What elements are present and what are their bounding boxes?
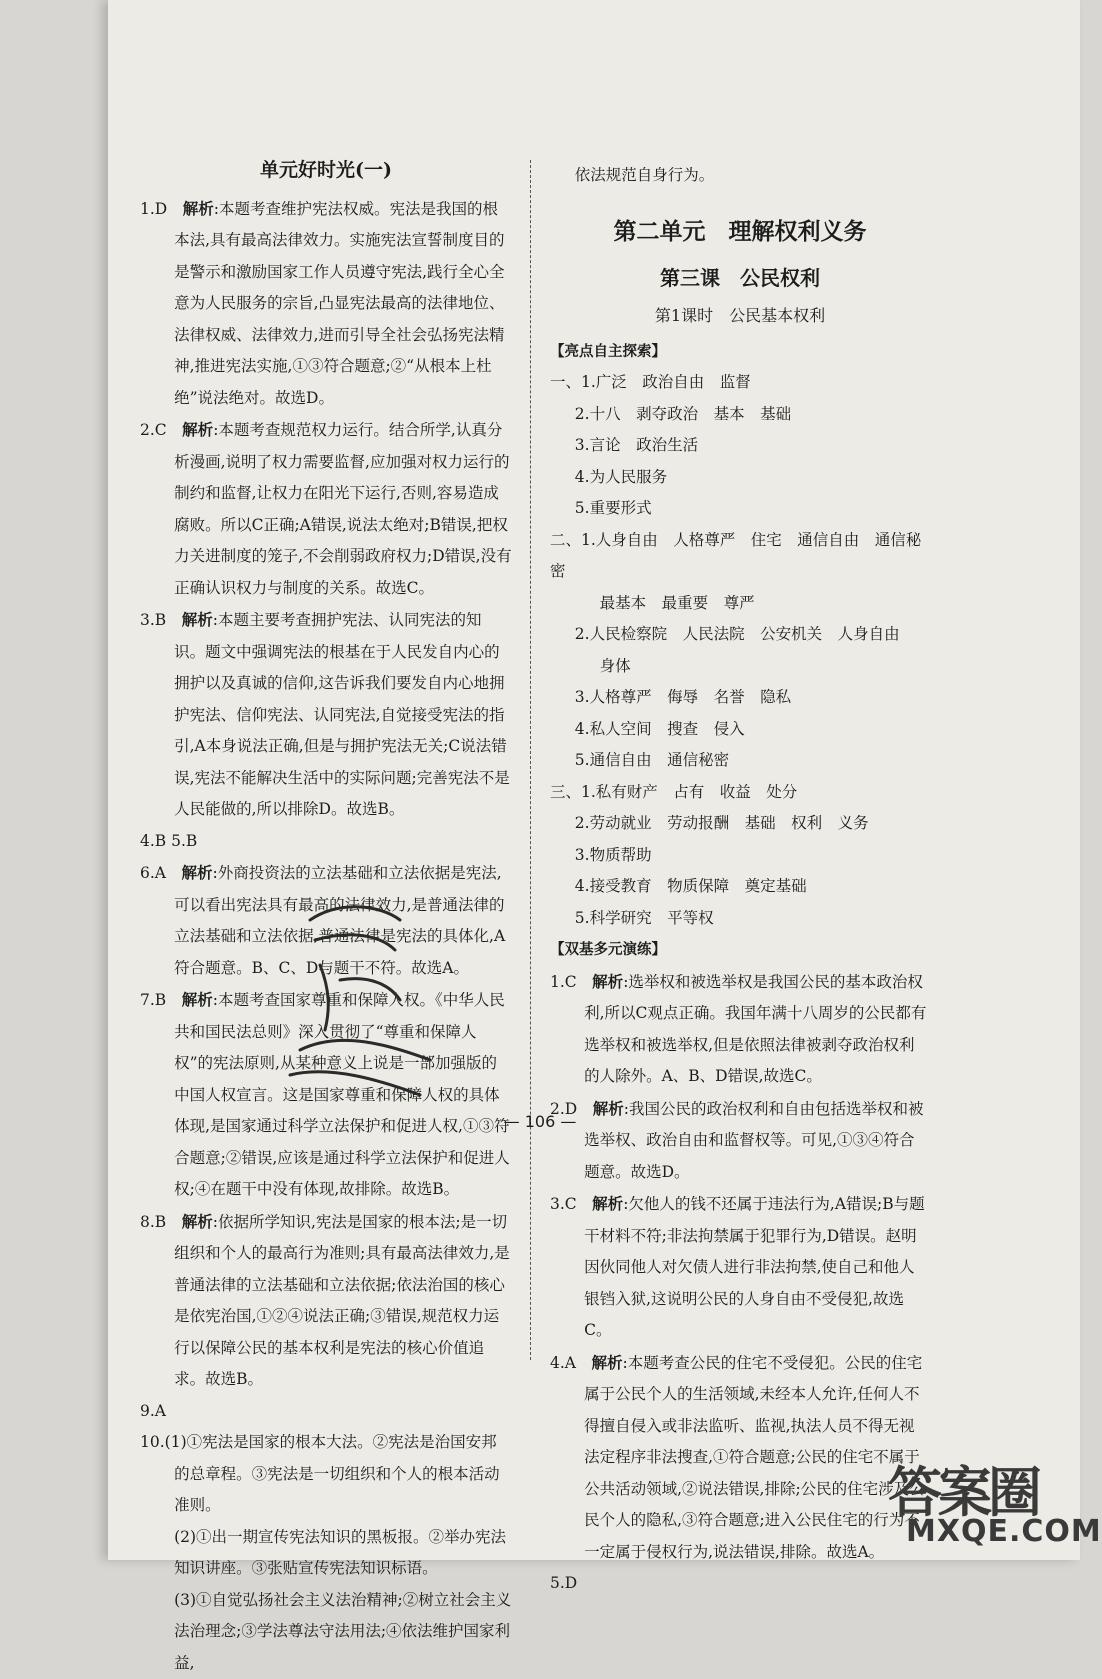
section-heading-practice: 【双基多元演练】 xyxy=(550,934,930,966)
handwritten-scribble xyxy=(270,880,440,1110)
answer-number: 3.B xyxy=(140,611,166,629)
page-number: — 106 — xyxy=(0,1112,1080,1131)
practice-item-4 xyxy=(550,1347,930,1569)
analysis-label: 解析 xyxy=(183,199,214,218)
answer-number: 2.D xyxy=(550,1100,577,1118)
answer-text: :外商投资法的立法基础和立法依据是宪法,可以看出宪法具有最高的法律效力,是普通法律的立法基础和立法依据,普通法律是宪法的具体化,A符合题意。B、C、D与题干不符。故选A。 xyxy=(174,864,505,977)
explore-line: 5.科学研究 平等权 xyxy=(550,903,930,935)
right-column xyxy=(550,160,930,1600)
answer-text: :欠他人的钱不还属于违法行为,A错误;B与题干材料不符;非法拘禁属于犯罪行为,D错误。赵明因伙同他人对欠债人进行非法拘禁,使自己和他人银铛入狱,这说明公民的人身自由不受侵犯,故选C。 xyxy=(584,1195,925,1339)
explore-line: 2.劳动就业 劳动报酬 基础 权利 义务 xyxy=(550,808,930,840)
answer-item-1 xyxy=(140,193,512,415)
answer-text: :选举权和被选举权是我国公民的基本政治权利,所以C观点正确。我国年满十八周岁的公民都有选举权和被选举权,但是依照法律被剥夺政治权利的人除外。A、B、D错误,故选C。 xyxy=(584,973,926,1086)
practice-item-1 xyxy=(550,966,930,1093)
answer-number: 10. xyxy=(140,1433,165,1451)
analysis-label: 解析 xyxy=(182,863,213,882)
answer-item-9 xyxy=(140,1396,512,1428)
group-label: 三、 xyxy=(550,783,581,801)
explore-line: 1.人身自由 人格尊严 住宅 通信自由 通信秘密 xyxy=(550,531,921,581)
explore-line: 1.私有财产 占有 收益 处分 xyxy=(581,783,797,801)
explore-line: 身体 xyxy=(550,651,930,683)
answer-number: 6.A xyxy=(140,864,166,882)
answer-text: :我国公民的政治权利和自由包括选举权和被选举权、政治自由和监督权等。可见,①③④符合题意。故选D。 xyxy=(584,1100,923,1181)
answer-item-10-part-2: (2)①出一期宣传宪法知识的黑板报。②举办宪法知识讲座。③张贴宣传宪法知识标语。 xyxy=(140,1522,512,1585)
group-label: 一、 xyxy=(550,373,581,391)
period-title: 第1课时 公民基本权利 xyxy=(550,300,930,332)
answer-text: :本题主要考查拥护宪法、认同宪法的知识。题文中强调宪法的根基在于人民发自内心的拥护以及真诚的信仰,这告诉我们要发自内心地拥护宪法、信仰宪法、认同宪法,自觉接受宪法的指引,A本身说法正确,但是与拥护宪法无关;C说法错误,宪法不能解决生活中的实际问题;完善宪法不是人民能做的,所以排除D。故选B。 xyxy=(174,611,510,818)
analysis-label: 解析 xyxy=(592,972,623,991)
column-divider xyxy=(530,160,532,1360)
explore-line: 1.广泛 政治自由 监督 xyxy=(581,373,751,391)
answer-number: 9.A xyxy=(140,1402,166,1420)
practice-item-3 xyxy=(550,1188,930,1347)
unit-title: 第二单元 理解权利义务 xyxy=(550,212,930,252)
watermark-text: 答案圈 xyxy=(888,1450,1038,1527)
answer-item-10-part-3: (3)①自觉弘扬社会主义法治精神;②树立社会主义法治理念;③学法尊法守法用法;④依法维护国家利益, xyxy=(140,1585,512,1679)
answer-text: :本题考查公民的住宅不受侵犯。公民的住宅属于公民个人的生活领域,未经本人允许,任何人不得擅自侵入或非法监听、监视,执法人员不得无视法定程序非法搜查,①符合题意;公民的住宅不属于公共活动领域,②说法错误,排除;公民的住宅涉及公民个人的隐私,③符合题意;进入公民住宅的行为不一定属于侵权行为,说法错误,排除。故选A。 xyxy=(584,1354,925,1561)
answer-text: :本题考查规范权力运行。结合所学,认真分析漫画,说明了权力需要监督,应加强对权力运行的制约和监督,让权力在阳光下运行,否则,容易造成腐败。所以C正确;A错误,说法太绝对;B错误,把权力关进制度的笼子,不会削弱政府权力;D错误,没有正确认识权力与制度的关系。故选C。 xyxy=(174,421,512,597)
answer-number: 7.B xyxy=(140,991,166,1009)
analysis-label: 解析 xyxy=(592,1353,623,1372)
practice-item-2 xyxy=(550,1093,930,1189)
watermark-logo xyxy=(880,1450,1080,1560)
answer-text: (1)①宪法是国家的根本大法。②宪法是治国安邦的总章程。③宪法是一切组织和个人的根本活动准则。 xyxy=(165,1433,500,1514)
explore-line: 5.通信自由 通信秘密 xyxy=(550,745,930,777)
explore-line: 4.私人空间 搜查 侵入 xyxy=(550,714,930,746)
answer-item-4-5 xyxy=(140,826,512,858)
answer-number: 5.D xyxy=(550,1574,577,1592)
answer-number: 1.D xyxy=(140,200,167,218)
practice-item-5 xyxy=(550,1568,930,1600)
answer-item-2 xyxy=(140,414,512,604)
explore-line: 最基本 最重要 尊严 xyxy=(550,588,930,620)
analysis-label: 解析 xyxy=(592,1194,623,1213)
lesson-title: 第三课 公民权利 xyxy=(550,260,930,296)
watermark-url: MXQE.COM xyxy=(906,1514,1102,1549)
analysis-label: 解析 xyxy=(182,420,213,439)
explore-line: 2.十八 剥夺政治 基本 基础 xyxy=(550,399,930,431)
explore-group-1-first xyxy=(550,367,930,399)
answer-number: 4.B 5.B xyxy=(140,832,197,850)
explore-group-3-first xyxy=(550,777,930,809)
answer-item-8 xyxy=(140,1206,512,1396)
explore-line: 3.言论 政治生活 xyxy=(550,430,930,462)
explore-line: 3.物质帮助 xyxy=(550,840,930,872)
analysis-label: 解析 xyxy=(182,610,213,629)
answer-number: 3.C xyxy=(550,1195,577,1213)
analysis-label: 解析 xyxy=(182,1212,213,1231)
explore-line: 4.为人民服务 xyxy=(550,462,930,494)
explore-line: 3.人格尊严 侮辱 名誉 隐私 xyxy=(550,682,930,714)
carry-over-text: 依法规范自身行为。 xyxy=(550,160,930,192)
answer-item-10-part-1 xyxy=(140,1427,512,1522)
answer-number: 4.A xyxy=(550,1354,576,1372)
explore-line: 5.重要形式 xyxy=(550,493,930,525)
answer-number: 1.C xyxy=(550,973,577,991)
analysis-label: 解析 xyxy=(182,990,213,1009)
explore-line: 2.人民检察院 人民法院 公安机关 人身自由 xyxy=(550,619,930,651)
answer-item-3 xyxy=(140,604,512,826)
answer-number: 8.B xyxy=(140,1213,166,1231)
explore-group-2-first xyxy=(550,525,930,588)
answer-text: :本题考查维护宪法权威。宪法是我国的根本法,具有最高法律效力。实施宪法宣誓制度目的是警示和激励国家工作人员遵守宪法,践行全心全意为人民服务的宗旨,凸显宪法最高的法律地位、法律权威、法律效力,进而引导全社会弘扬宪法精神,推进宪法实施,①③符合题意;②“从根本上杜绝”说法绝对。故选D。 xyxy=(174,200,504,407)
answer-text: :本题考查国家尊重和保障人权。《中华人民共和国民法总则》深入贯彻了“尊重和保障人权”的宪法原则,从某种意义上说是一部加强版的中国人权宣言。这是国家尊重和保障人权的具体体现,是国家通过科学立法保护和促进人权,①③符合题意;②错误,应该是通过科学立法保护和促进人权;④在题干中没有体现,故排除。故选B。 xyxy=(174,991,510,1198)
answer-text: :依据所学知识,宪法是国家的根本法;是一切组织和个人的最高行为准则;具有最高法律效力,是普通法律的立法基础和立法依据;依法治国的核心是依宪治国,①②④说法正确;③错误,规范权力运行以保障公民的基本权利是宪法的核心价值追求。故选B。 xyxy=(174,1213,510,1389)
group-label: 二、 xyxy=(550,531,581,549)
unit-review-title: 单元好时光(一) xyxy=(140,155,512,187)
explore-line: 4.接受教育 物质保障 奠定基础 xyxy=(550,871,930,903)
section-heading-explore: 【亮点自主探索】 xyxy=(550,336,930,368)
analysis-label: 解析 xyxy=(593,1099,624,1118)
answer-number: 2.C xyxy=(140,421,167,439)
